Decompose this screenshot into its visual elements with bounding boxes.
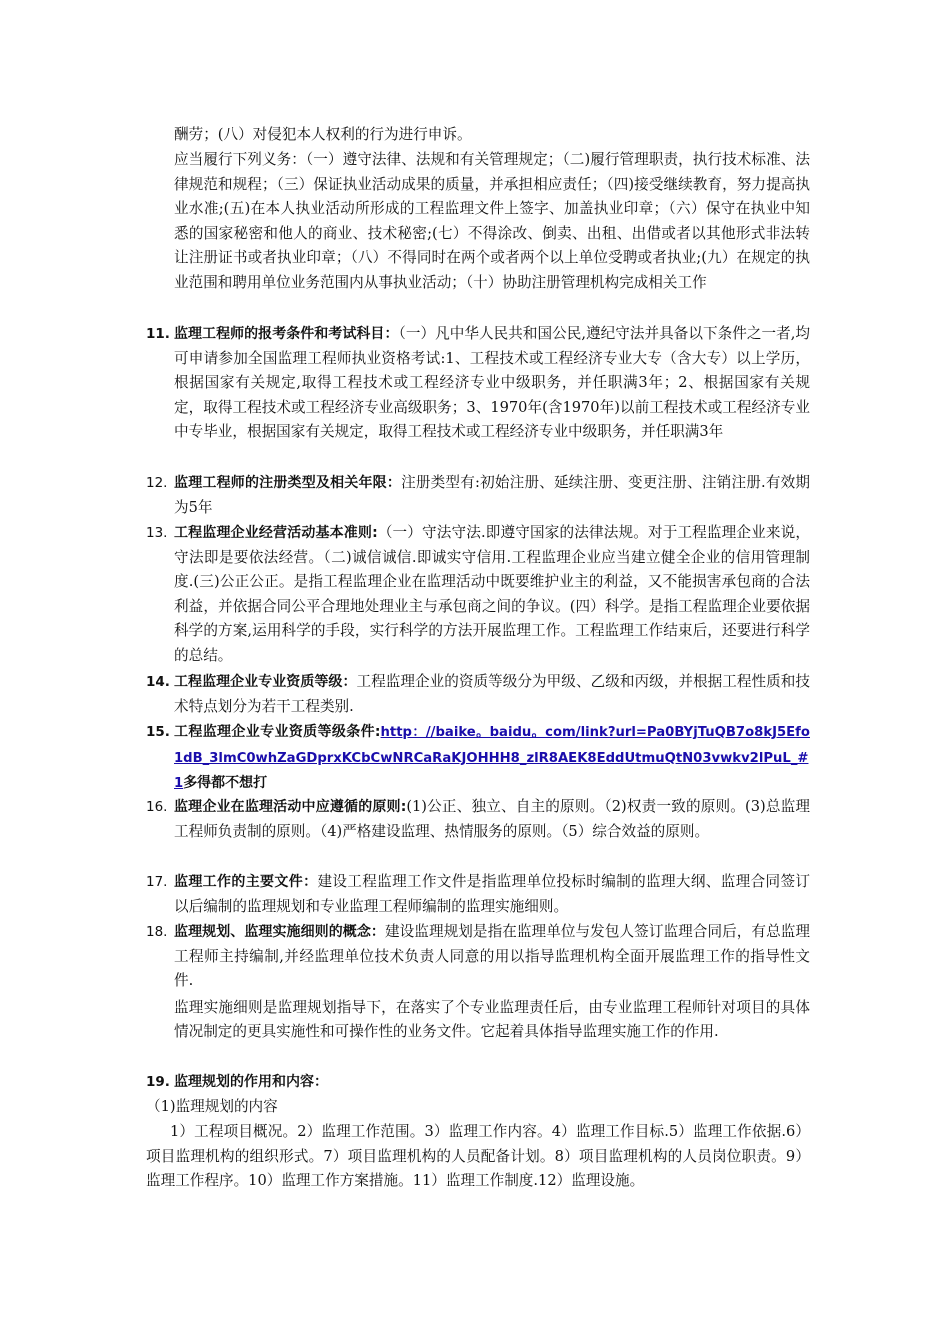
list-number: 19. (146, 1074, 170, 1090)
list-item-17 (146, 870, 810, 919)
list-item-14 (146, 670, 810, 719)
item-text: 建设工程监理工作文件是指监理单位投标时编制的监理大纲、监理合同签订以后编制的监理规划和专业监理工程师编制的监理实施细则。 (174, 873, 810, 915)
item-text: 注册类型有:初始注册、延续注册、变更注册、注销注册.有效期为5年 (174, 474, 811, 516)
list-number: 13. (146, 525, 168, 541)
list-number: 16. (146, 799, 168, 815)
item-text: 建设监理规划是指在监理单位与发包人签订监理合同后，有总监理工程师主持编制,并经监理单位技术负责人同意的用以指导监理机构全面开展监理工作的指导性文件. (174, 923, 810, 990)
item-text: 工程监理企业的资质等级分为甲级、乙级和丙级，并根据工程性质和技术特点划分为若干工程类别. (174, 673, 810, 715)
list-number: 11. (146, 326, 170, 342)
list-number: 17. (146, 874, 168, 890)
list-number: 18. (146, 924, 168, 940)
list-number: 12. (146, 475, 168, 491)
sub-section-label: （1)监理规划的内容 (146, 1098, 278, 1115)
list-item-16 (146, 795, 810, 844)
list-item-15 (146, 720, 810, 797)
list-number: 14. (146, 674, 170, 690)
list-item-12 (146, 471, 810, 520)
list-item-19 (146, 1070, 810, 1095)
list-item-18 (146, 920, 810, 1045)
item-heading: 工程监理企业专业资质等级条件: (174, 724, 381, 740)
item-heading: 监理工作的主要文件： (174, 874, 318, 890)
item-text: (1)公正、独立、自主的原则。（2)权责一致的原则。(3)总监理工程师负责制的原则。（4)严格建设监理、热情服务的原则。（5）综合效益的原则。 (174, 798, 810, 840)
sub-section-text: 1）工程项目概况。2）监理工作范围。3）监理工作内容。4）监理工作目标.5）监理工作依据.6）项目监理机构的组织形式。7）项目监理机构的人员配备计划。8）项目监理机构的人员岗位职责。9）监理工作程序。10）监理工作方案措施。11）监理工作制度.12）监理设施。 (146, 1123, 810, 1190)
item-heading: 监理工程师的注册类型及相关年限： (174, 475, 402, 491)
item-heading: 工程监理企业经营活动基本准则: (174, 525, 378, 541)
item-heading: 监理规划、监理实施细则的概念： (174, 924, 385, 940)
item-heading: 监理企业在监理活动中应遵循的原则: (174, 799, 407, 815)
item-heading: 监理规划的作用和内容： (174, 1074, 328, 1090)
item-text: （一）守法守法.即遵守国家的法律法规。对于工程监理企业来说，守法即是要依法经营。（二)诚信诚信.即诚实守信用.工程监理企业应当建立健全企业的信用管理制度.(三)公正公正。是指工程监理企业在监理活动中既要维护业主的利益，又不能损害承包商的合法利益，并依据合同公平合理地处理业主与承包商之间的争议。(四）科学。是指工程监理企业要依据科学的方案,运用科学的手段，实行科学的方法开展监理工作。工程监理工作结束后，还要进行科学的总结。 (174, 524, 810, 664)
item-paragraph-2: 监理实施细则是监理规划指导下，在落实了个专业监理责任后，由专业监理工程师针对项目的具体情况制定的更具实施性和可操作性的业务文件。它起着具体指导监理实施工作的作用. (174, 998, 810, 1041)
continuation-paragraph-1: 酬劳；(八）对侵犯本人权利的行为进行申诉。 (174, 126, 472, 143)
item-tail: 多得都不想打 (183, 775, 268, 792)
list-item-13 (146, 521, 810, 669)
item-text: （一）凡中华人民共和国公民,遵纪守法并具备以下条件之一者,均可申请参加全国监理工程师执业资格考试:1、工程技术或工程经济专业大专（含大专）以上学历，根据国家有关规定,取得工程技术或工程经济专业中级职务，并任职满3年；2、根据国家有关规定，取得工程技术或工程经济专业高级职务；3、1970年(含1970年)以前工程技术或工程经济专业中专毕业，根据国家有关规定，取得工程技术或工程经济专业中级职务，并任职满3年 (174, 325, 811, 441)
continuation-paragraph-2: 应当履行下列义务：（一）遵守法律、法规和有关管理规定；（二)履行管理职责，执行技术标准、法律规范和规程；（三）保证执业活动成果的质量，并承担相应责任；（四)接受继续教育，努力提高执业水准;(五)在本人执业活动所形成的工程监理文件上签字、加盖执业印章；（六）保守在执业中知悉的国家秘密和他人的商业、技术秘密;(七）不得涂改、倒卖、出租、出借或者以其他形式非法转让注册证书或者执业印章；（八）不得同时在两个或者两个以上单位受聘或者执业;(九）在规定的执业范围和聘用单位业务范围内从事执业活动；（十）协助注册管理机构完成相关工作 (174, 151, 810, 291)
item-heading: 监理工程师的报考条件和考试科目： (174, 326, 399, 342)
baike-link[interactable]: http：//baike。baidu。com/link?url=Pa0BYjTuQB7o8kJ5Efo1dB_3lmC0whZaGDprxKCbCwNRCaRaKJOHHH8_zlR8AEK8EddUtmuQtN03vwkv2lPuL_#1 (174, 725, 810, 792)
list-item-11 (146, 322, 810, 445)
item-heading: 工程监理企业专业资质等级： (174, 674, 357, 690)
list-number: 15. (146, 724, 170, 740)
